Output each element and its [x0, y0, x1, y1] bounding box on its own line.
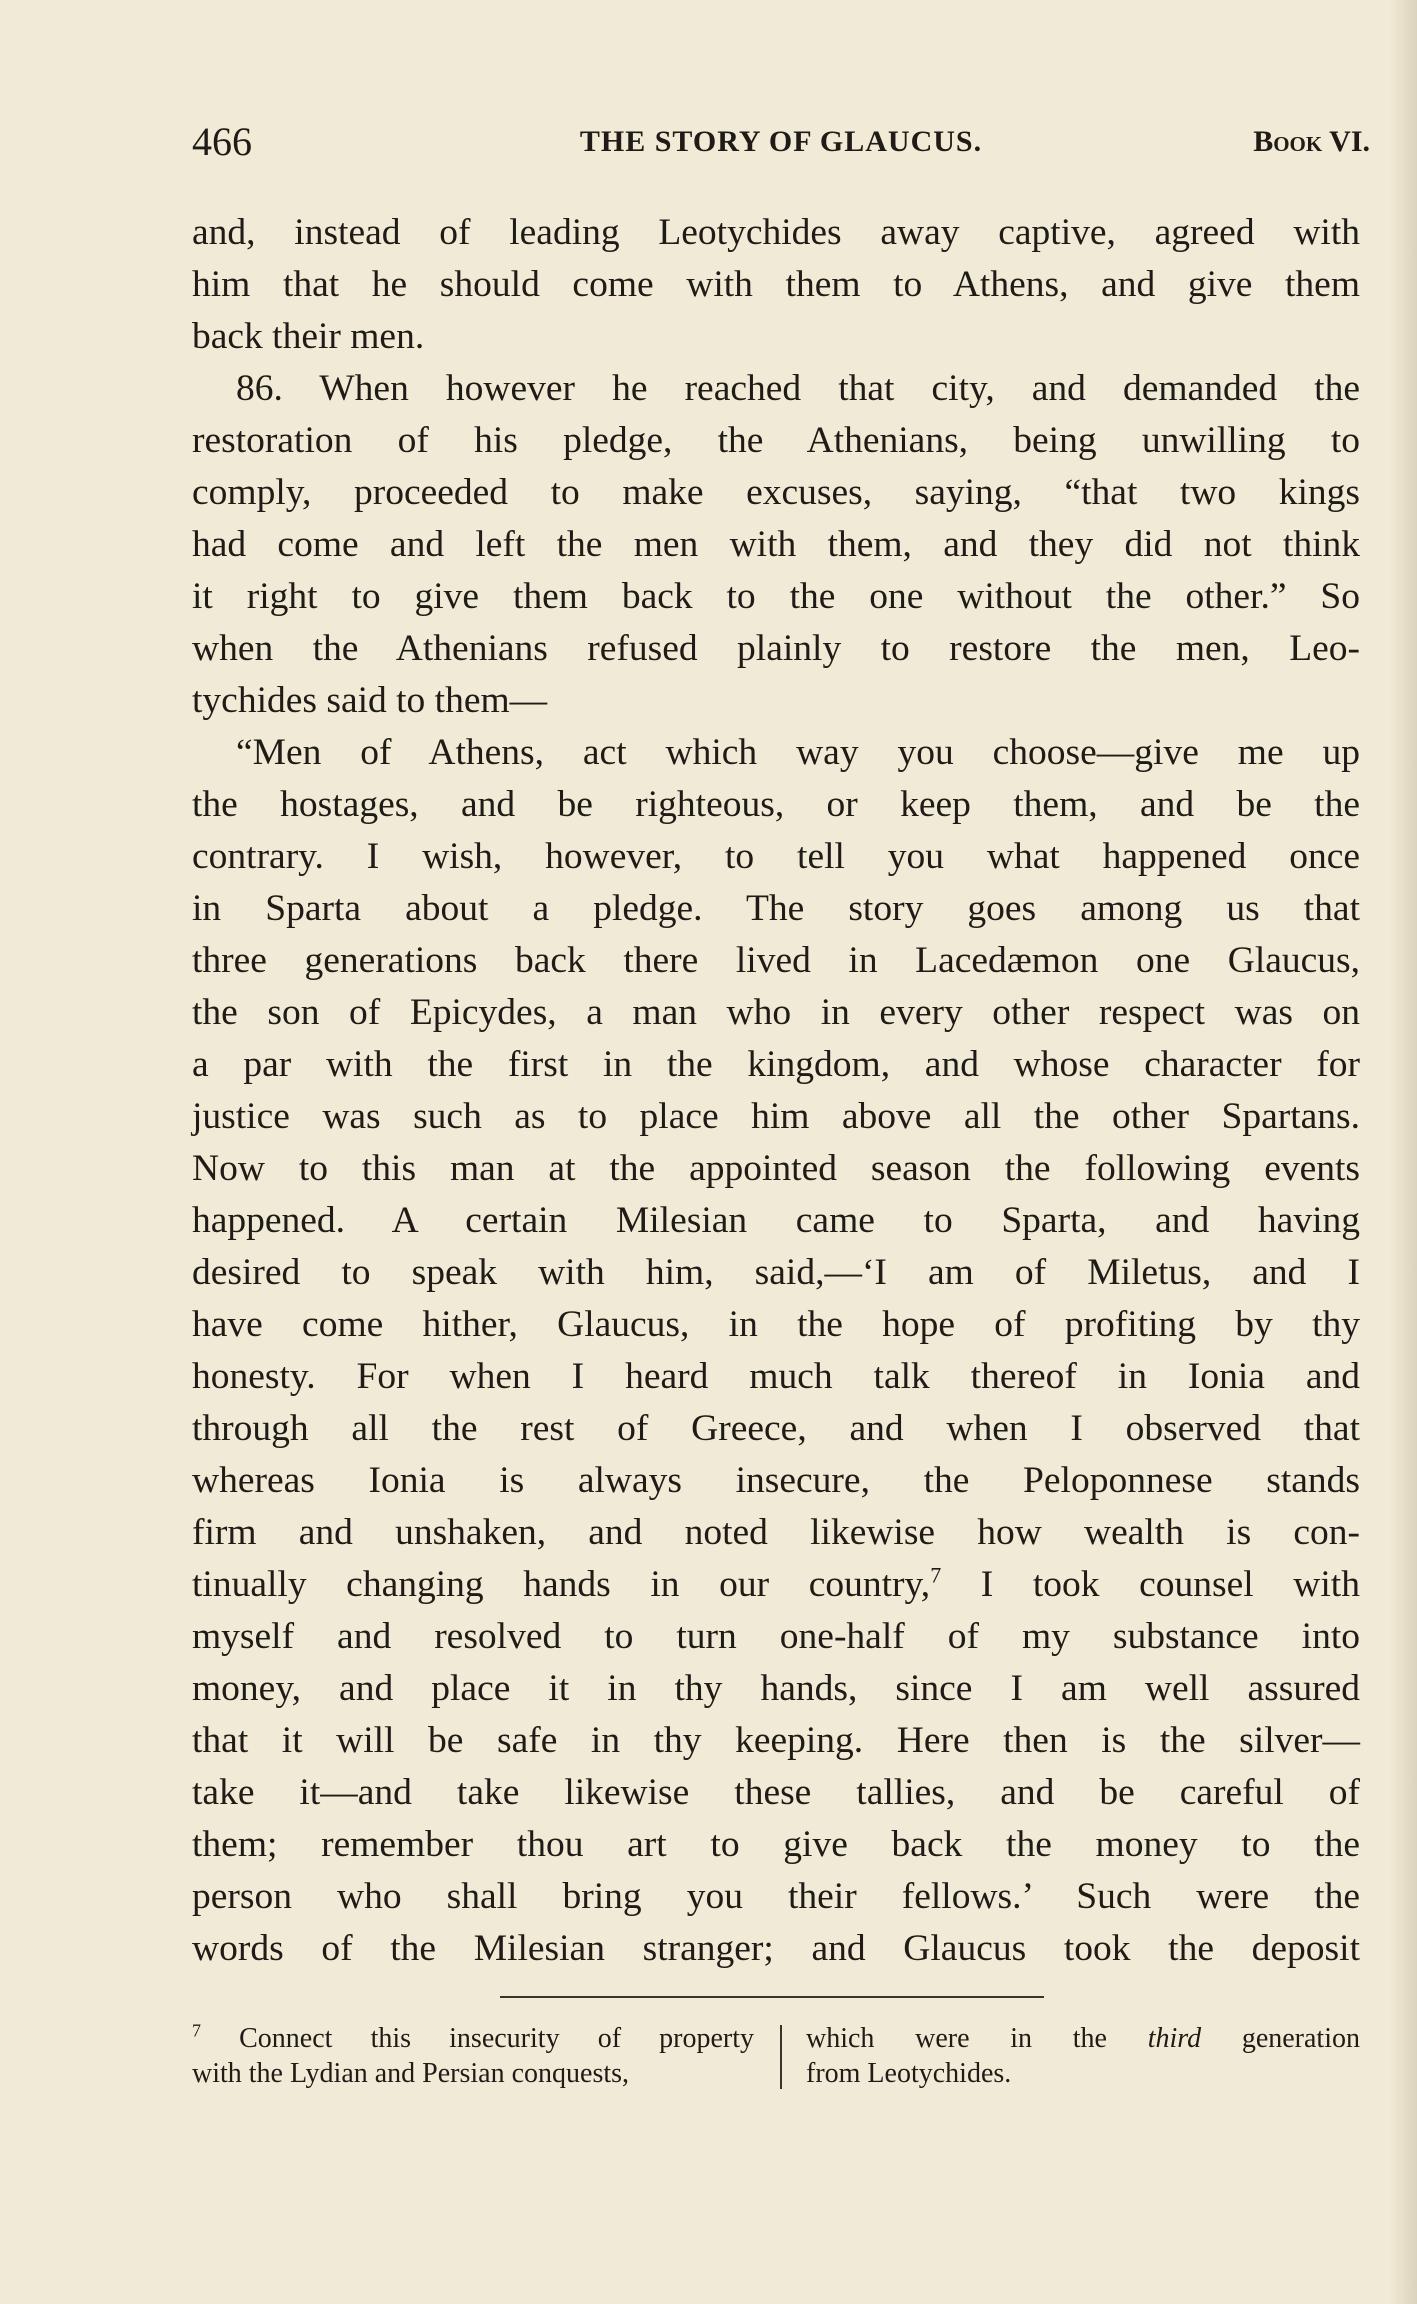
text-line: firm and unshaken, and noted likewise how wealth is con- — [192, 1512, 1360, 1553]
text-line: in Sparta about a pledge. The story goes among us that — [192, 888, 1360, 929]
text-line: words of the Milesian stranger; and Glaucus took the deposit — [192, 1928, 1360, 1969]
text-line: three generations back there lived in Lacedæmon one Glaucus, — [192, 940, 1360, 981]
footnote-line — [192, 2021, 754, 2056]
text-line: “Men of Athens, act which way you choose—give me up — [236, 732, 1360, 773]
page-header — [192, 112, 1370, 172]
text-line: the son of Epicydes, a man who in every other respect was on — [192, 992, 1360, 1033]
footnote-column-divider — [780, 2025, 782, 2089]
text-line: comply, proceeded to make excuses, saying, “that two kings — [192, 472, 1360, 513]
footnote-marker: 7 — [192, 2020, 201, 2041]
text-span: I took counsel with — [941, 1564, 1360, 1605]
footnote-line: from Leotychides. — [806, 2058, 1012, 2089]
book-label: Book VI. — [1253, 125, 1370, 158]
text-line: money, and place it in thy hands, since I am well assured — [192, 1668, 1360, 1709]
body-text — [192, 207, 1360, 1975]
footnote-column-left — [192, 2021, 754, 2091]
footnote-line: with the Lydian and Persian conquests, — [192, 2058, 630, 2089]
text-line: through all the rest of Greece, and when I observed that — [192, 1408, 1360, 1449]
running-title: THE STORY OF GLAUCUS. — [579, 125, 983, 158]
text-line: contrary. I wish, however, to tell you what happened once — [192, 836, 1360, 877]
text-line: honesty. For when I heard much talk thereof in Ionia and — [192, 1356, 1360, 1397]
footnote-rule — [500, 1996, 1044, 1998]
text-line: justice was such as to place him above all the other Spartans. — [192, 1096, 1360, 1137]
footnote-line — [806, 2021, 1360, 2056]
text-line: happened. A certain Milesian came to Sparta, and having — [192, 1200, 1360, 1241]
page-edge-shadow — [1389, 0, 1417, 2304]
footnote-column-right — [806, 2021, 1360, 2091]
footnote-reference: 7 — [930, 1562, 942, 1588]
footnote-text: which were in the — [806, 2023, 1148, 2054]
text-line — [192, 1559, 1360, 1611]
text-line: them; remember thou art to give back the money to the — [192, 1824, 1360, 1865]
text-line: restoration of his pledge, the Athenians, being unwilling to — [192, 420, 1360, 461]
text-line: back their men. — [192, 316, 425, 357]
text-line: desired to speak with him, said,—‘I am of Miletus, and I — [192, 1252, 1360, 1293]
text-line: Now to this man at the appointed season the following events — [192, 1148, 1360, 1189]
text-line: myself and resolved to turn one-half of my substance into — [192, 1616, 1360, 1657]
text-line: had come and left the men with them, and they did not think — [192, 524, 1360, 565]
footnote-emphasis: third — [1147, 2023, 1202, 2054]
text-line: that it will be safe in thy keeping. Here then is the silver— — [192, 1720, 1360, 1761]
text-line: a par with the first in the kingdom, and whose character for — [192, 1044, 1360, 1085]
footnotes — [192, 2021, 1360, 2093]
footnote-text: Connect this insecurity of property — [201, 2023, 754, 2054]
text-line: it right to give them back to the one without the other.” So — [192, 576, 1360, 617]
page-number: 466 — [192, 119, 252, 164]
footnote-text: generation — [1201, 2023, 1360, 2054]
text-line: and, instead of leading Leotychides away captive, agreed with — [192, 212, 1360, 253]
text-line: whereas Ionia is always insecure, the Peloponnese stands — [192, 1460, 1360, 1501]
text-line: take it—and take likewise these tallies, and be careful of — [192, 1772, 1360, 1813]
text-line: 86. When however he reached that city, and demanded the — [236, 368, 1360, 409]
text-line: the hostages, and be righteous, or keep them, and be the — [192, 784, 1360, 825]
text-line: when the Athenians refused plainly to restore the men, Leo- — [192, 628, 1360, 669]
text-span: tinually changing hands in our country, — [192, 1564, 931, 1605]
text-line: person who shall bring you their fellows.’ Such were the — [192, 1876, 1360, 1917]
text-line: tychides said to them— — [192, 680, 548, 721]
text-line: him that he should come with them to Athens, and give them — [192, 264, 1360, 305]
text-line: have come hither, Glaucus, in the hope of profiting by thy — [192, 1304, 1360, 1345]
